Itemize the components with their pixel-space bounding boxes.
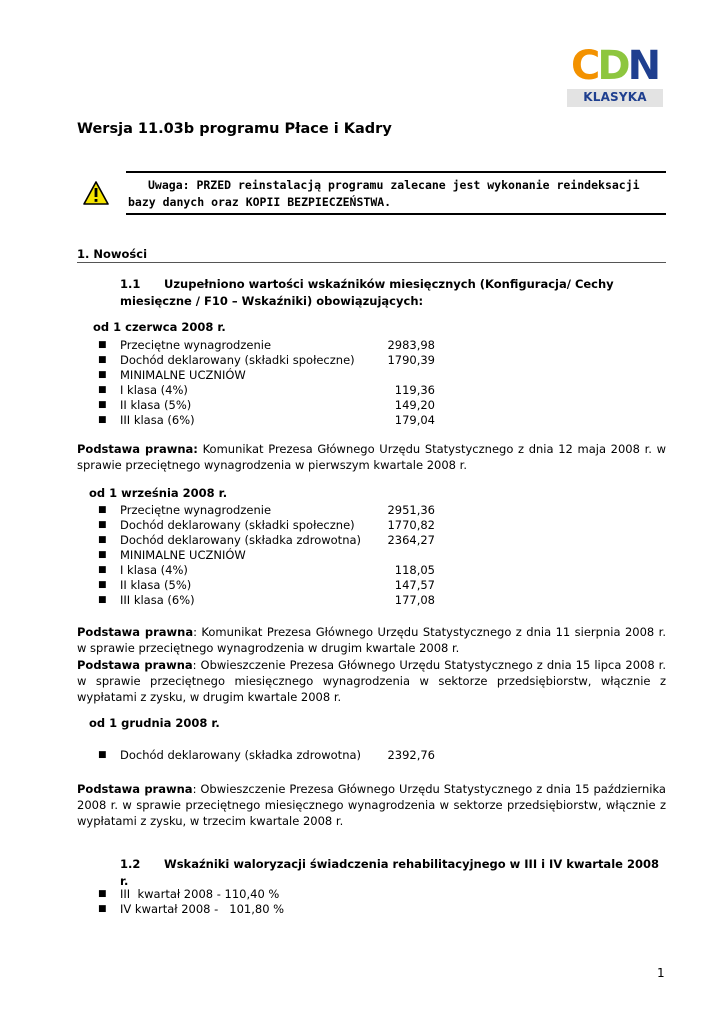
subsection-1-1-heading: 1.1 Uzupełniono wartości wskaźników miesięcznych (Konfiguracja/ Cechy miesięczne / F10 – Wskaźniki) obowiązujących: <box>120 277 614 308</box>
legal-basis-paragraph: Podstawa prawna: Obwieszczenie Prezesa Głównego Urzędu Statystycznego z dnia 15 lipca 2008 r. w sprawie przeciętnego miesięcznego wynagrodzenia w sektorze przedsiębiorstw, włącznie z wypłatami z zysku, w drugim kwartale 2008 r. <box>77 658 666 704</box>
list-item: ■ Dochód deklarowany (składki społeczne) 1790,39 <box>98 353 435 367</box>
list-item: ■ Dochód deklarowany (składki społeczne) 1770,82 <box>98 518 435 532</box>
date-heading-wrzesien: od 1 września 2008 r. <box>89 486 228 500</box>
list-item: ■ III kwartał 2008 - 110,40 % <box>98 887 280 901</box>
list-item: ■ IV kwartał 2008 - 101,80 % <box>98 902 285 916</box>
logo-subtitle: KLASYKA <box>583 90 647 104</box>
indicator-list-wrzesien <box>98 503 438 608</box>
list-item: ■ Dochód deklarowany (składka zdrowotna) 2392,76 <box>98 748 435 762</box>
list-item: ■ MINIMALNE UCZNIÓW <box>98 368 246 382</box>
date-heading-czerwiec: od 1 czerwca 2008 r. <box>93 320 226 334</box>
list-item: ■ MINIMALNE UCZNIÓW <box>98 548 246 562</box>
warning-triangle-icon <box>83 181 109 205</box>
cdn-klasyka-logo <box>566 42 664 108</box>
subsection-1-2-heading: 1.2 Wskaźniki waloryzacji świadczenia rehabilitacyjnego w III i IV kwartale 2008 r. <box>120 857 659 888</box>
document-title: Wersja 11.03b programu Płace i Kadry <box>77 121 392 137</box>
indicator-list-czerwiec <box>98 338 438 428</box>
date-heading-grudzien: od 1 grudnia 2008 r. <box>89 716 220 730</box>
list-item: ■ III klasa (6%) 177,08 <box>98 593 435 607</box>
list-item: ■ Przeciętne wynagrodzenie 2983,98 <box>98 338 435 352</box>
warning-text: Uwaga: PRZED reinstalacją programu zalecane jest wykonanie reindeksacji bazy danych oraz KOPII BEZPIECZEŃSTWA. <box>128 178 640 209</box>
list-item: ■ III klasa (6%) 179,04 <box>98 413 435 427</box>
list-item: ■ II klasa (5%) 147,57 <box>98 578 435 592</box>
indicator-list-grudzien <box>98 748 438 763</box>
waloryzacja-list <box>98 887 438 917</box>
list-item: ■ Dochód deklarowany (składka zdrowotna) 2364,27 <box>98 533 435 547</box>
section-heading-nowosci: 1. Nowości <box>77 247 148 261</box>
warning-bottom-rule <box>126 213 666 215</box>
section-rule <box>77 262 666 263</box>
page-number: 1 <box>657 966 665 980</box>
list-item: ■ I klasa (4%) 118,05 <box>98 563 435 577</box>
legal-basis-paragraph: Podstawa prawna: Komunikat Prezesa Głównego Urzędu Statystycznego z dnia 12 maja 2008 r. w sprawie przeciętnego wynagrodzenia w pierwszym kwartale 2008 r. <box>77 442 666 472</box>
warning-top-rule <box>126 171 666 173</box>
list-item: ■ Przeciętne wynagrodzenie 2951,36 <box>98 503 435 517</box>
legal-basis-paragraph: Podstawa prawna: Obwieszczenie Prezesa Głównego Urzędu Statystycznego z dnia 15 października 2008 r. w sprawie przeciętnego miesięcznego wynagrodzenia w sektorze przedsiębiorstw, włącznie z wypłatami z zysku, w trzecim kwartale 2008 r. <box>77 782 666 828</box>
legal-basis-paragraph: Podstawa prawna: Komunikat Prezesa Głównego Urzędu Statystycznego z dnia 11 sierpnia 2008 r. w sprawie przeciętnego wynagrodzenia w drugim kwartale 2008 r. <box>77 625 666 655</box>
logo-wordmark: CDN <box>571 43 659 89</box>
list-item: ■ I klasa (4%) 119,36 <box>98 383 435 397</box>
list-item: ■ II klasa (5%) 149,20 <box>98 398 435 412</box>
